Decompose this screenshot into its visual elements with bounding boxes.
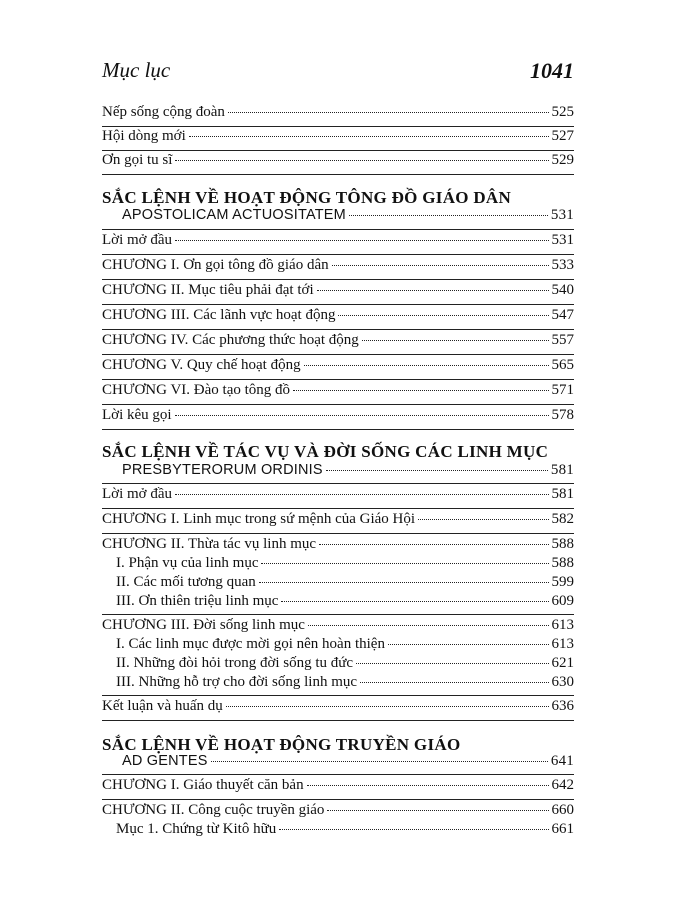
divider xyxy=(102,799,574,800)
divider xyxy=(102,174,574,175)
toc-entry-latin-title[interactable]: AD GENTES 641 xyxy=(122,753,574,769)
toc-subentry[interactable]: Mục 1. Chứng từ Kitô hữu 661 xyxy=(116,821,574,837)
toc-subentry[interactable]: II. Các mối tương quan 599 xyxy=(116,574,574,590)
toc-subentry[interactable]: II. Những đòi hỏi trong đời sống tu đức 621 xyxy=(116,655,574,671)
toc-entry-latin-title[interactable]: APOSTOLICAM ACTUOSITATEM 531 xyxy=(122,207,574,223)
divider xyxy=(102,329,574,330)
divider xyxy=(102,404,574,405)
divider xyxy=(102,774,574,775)
toc-entry[interactable]: CHƯƠNG V. Quy chế hoạt động 565 xyxy=(102,357,574,373)
divider xyxy=(102,354,574,355)
section-heading: SẮC LỆNH VỀ TÁC VỤ VÀ ĐỜI SỐNG CÁC LINH MỤC xyxy=(102,442,549,461)
section-heading: SẮC LỆNH VỀ HOẠT ĐỘNG TÔNG ĐỒ GIÁO DÂN xyxy=(102,188,512,207)
divider xyxy=(102,304,574,305)
toc-entry[interactable]: Kết luận và huấn dụ 636 xyxy=(102,698,574,714)
divider xyxy=(102,229,574,230)
toc-entry[interactable]: Lời kêu gọi 578 xyxy=(102,407,574,423)
divider xyxy=(102,150,574,151)
toc-entry[interactable]: CHƯƠNG VI. Đào tạo tông đồ 571 xyxy=(102,382,574,398)
toc-entry[interactable]: Nếp sống cộng đoàn 525 xyxy=(102,104,574,120)
toc-entry-latin-title[interactable]: PRESBYTERORUM ORDINIS 581 xyxy=(122,462,574,478)
divider xyxy=(102,279,574,280)
divider xyxy=(102,429,574,430)
divider xyxy=(102,614,574,615)
divider xyxy=(102,533,574,534)
section-heading: SẮC LỆNH VỀ HOẠT ĐỘNG TRUYỀN GIÁO xyxy=(102,735,461,754)
toc-entry[interactable]: CHƯƠNG I. Giáo thuyết căn bản 642 xyxy=(102,777,574,793)
toc-entry[interactable]: Lời mở đầu 581 xyxy=(102,486,574,502)
toc-subentry[interactable]: III. Ơn thiên triệu linh mục 609 xyxy=(116,593,574,609)
divider xyxy=(102,695,574,696)
toc-entry[interactable]: Lời mở đầu 531 xyxy=(102,232,574,248)
toc-entry[interactable]: CHƯƠNG IV. Các phương thức hoạt động 557 xyxy=(102,332,574,348)
divider xyxy=(102,720,574,721)
toc-entry[interactable]: Ơn gọi tu sĩ 529 xyxy=(102,152,574,168)
toc-entry[interactable]: CHƯƠNG III. Các lãnh vực hoạt động 547 xyxy=(102,307,574,323)
running-header-page-number: 1041 xyxy=(530,58,574,83)
toc-entry[interactable]: CHƯƠNG I. Ơn gọi tông đồ giáo dân 533 xyxy=(102,257,574,273)
toc-entry[interactable]: Hội dòng mới 527 xyxy=(102,128,574,144)
divider xyxy=(102,379,574,380)
toc-subentry[interactable]: I. Phận vụ của linh mục 588 xyxy=(116,555,574,571)
toc-entry[interactable]: CHƯƠNG III. Đời sống linh mục 613 xyxy=(102,617,574,633)
toc-subentry[interactable]: I. Các linh mục được mời gọi nên hoàn thiện 613 xyxy=(116,636,574,652)
running-header-title: Mục lục xyxy=(102,58,171,82)
divider xyxy=(102,483,574,484)
toc-entry[interactable]: CHƯƠNG I. Linh mục trong sứ mệnh của Giáo Hội 582 xyxy=(102,511,574,527)
toc-entry[interactable]: CHƯƠNG II. Thừa tác vụ linh mục 588 xyxy=(102,536,574,552)
toc-subentry[interactable]: III. Những hỗ trợ cho đời sống linh mục 630 xyxy=(116,674,574,690)
divider xyxy=(102,508,574,509)
divider xyxy=(102,126,574,127)
divider xyxy=(102,254,574,255)
toc-entry[interactable]: CHƯƠNG II. Mục tiêu phải đạt tới 540 xyxy=(102,282,574,298)
toc-entry[interactable]: CHƯƠNG II. Công cuộc truyền giáo 660 xyxy=(102,802,574,818)
